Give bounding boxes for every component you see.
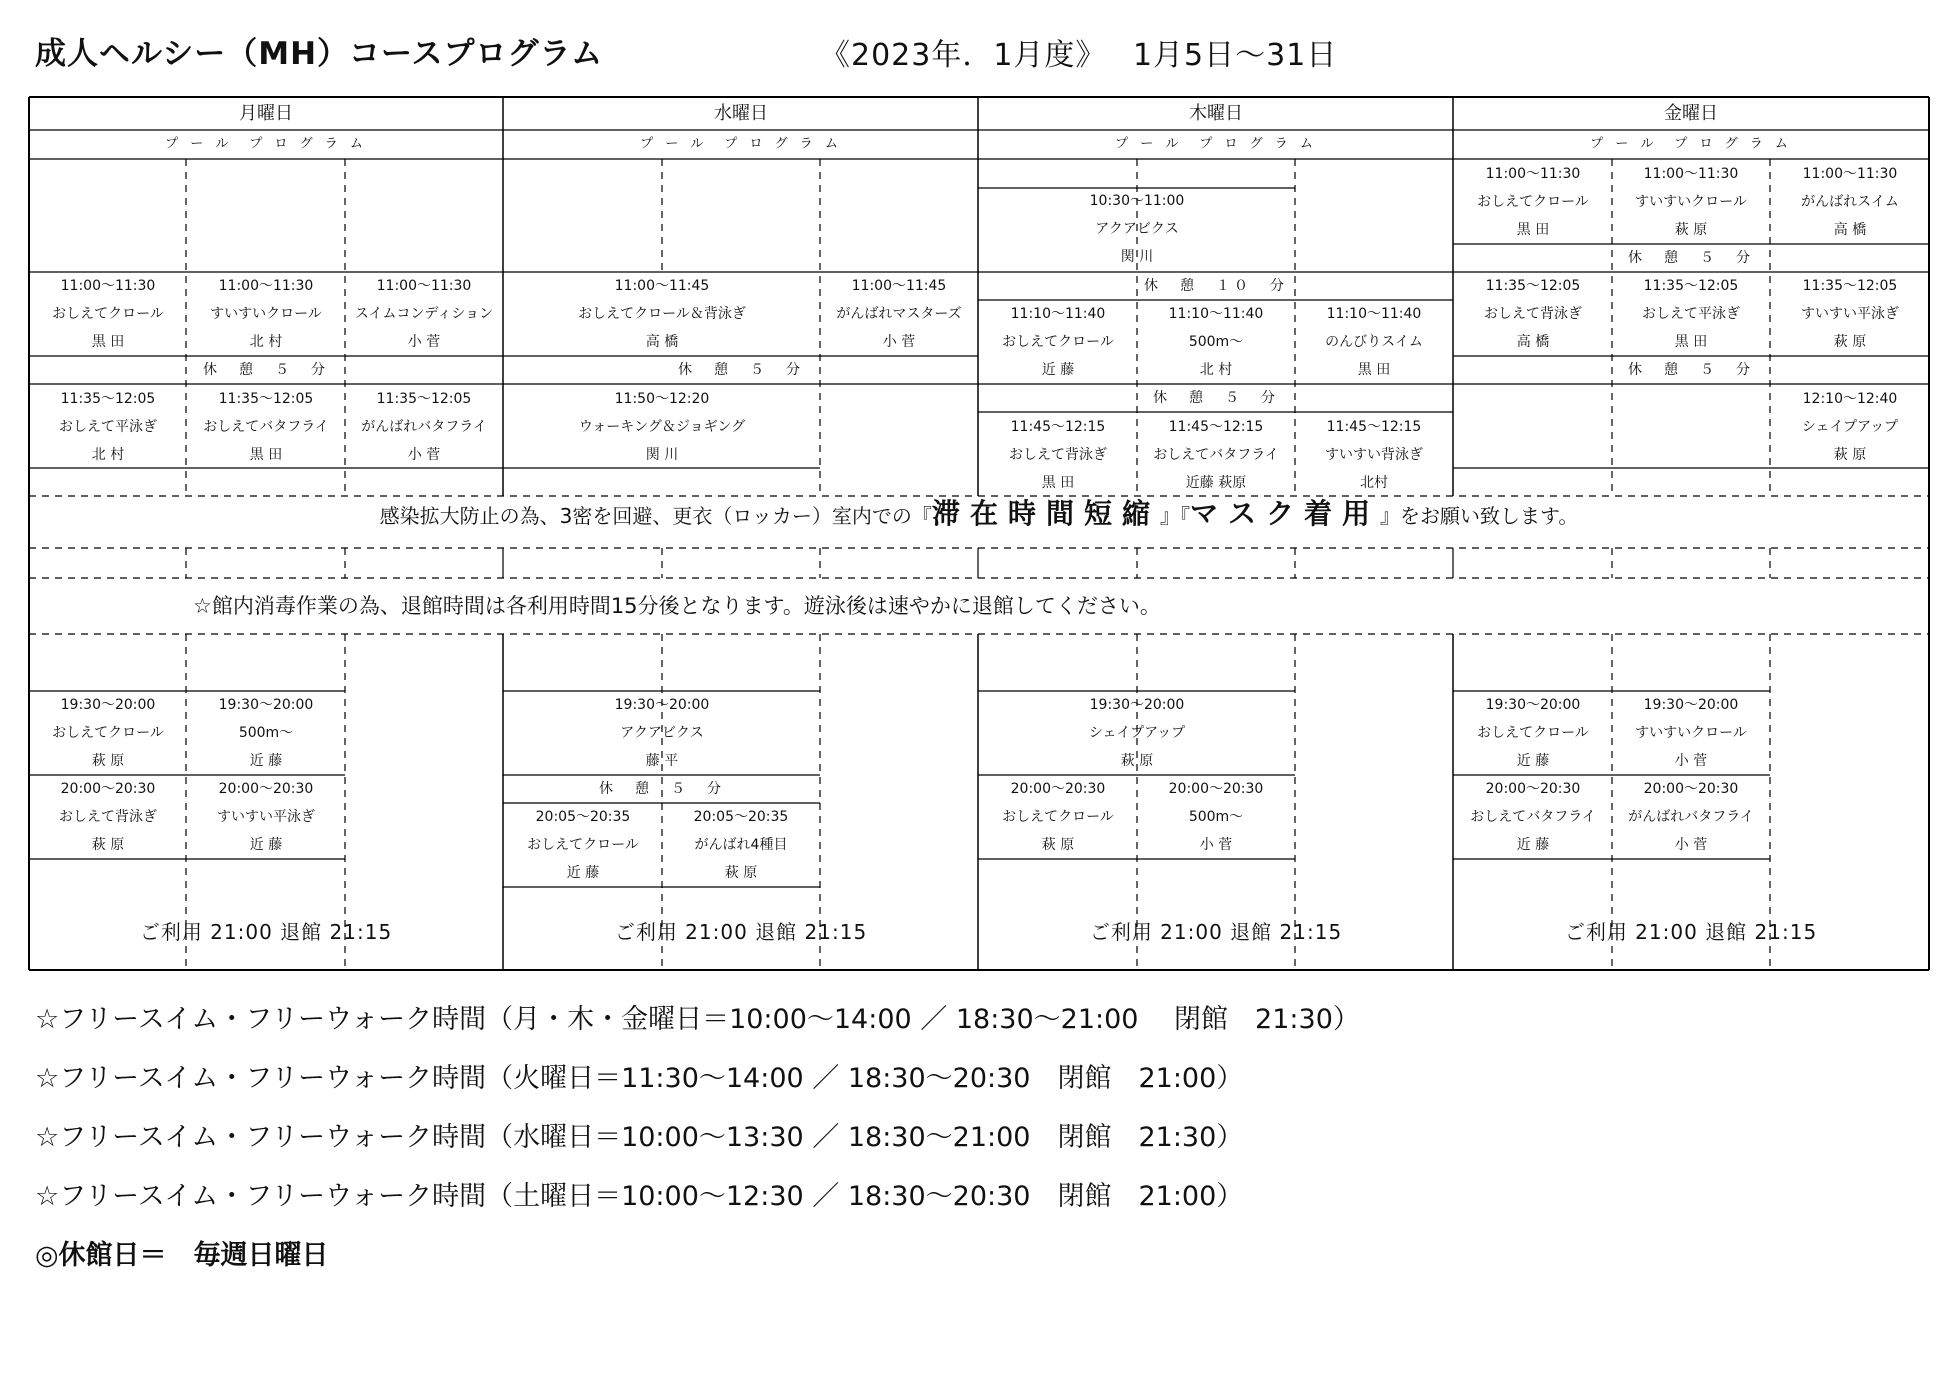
class-name: おしえて背泳ぎ [59,809,157,825]
class-name: シェイプアップ [1801,419,1899,435]
infection-notice-emphasis: 滞在時間短縮 [931,497,1160,530]
class-time: 11:00～11:30 [218,278,314,294]
class-time: 19:30～20:00 [1485,697,1581,713]
usage-close-time: ご利用 21:00 退館 21:15 [1089,920,1343,944]
class-time: 20:00～20:30 [60,781,156,797]
class-instructor: 萩 原 [724,865,758,881]
class-name: シェイプアップ [1088,725,1186,741]
page-title: 成人ヘルシー（MH）コースプログラム [35,36,604,72]
class-name: アクアビクス [620,725,704,741]
class-instructor: 近 藤 [249,837,283,853]
class-instructor: 北 村 [91,447,125,463]
class-time: 11:10～11:40 [1168,306,1264,322]
class-time: 11:00～11:30 [1643,166,1739,182]
infection-notice-emphasis: マスク着用 [1189,497,1380,530]
free-swim-hours: ☆フリースイム・フリーウォーク時間（火曜日＝11:30～14:00 ／ 18:30～20:30 閉館 21:00） [35,1063,1244,1094]
rest-label: 休 憩 ５ 分 [678,362,804,378]
class-name: おしえてクロール [52,725,164,741]
class-instructor: 萩 原 [91,837,125,853]
class-instructor: 高 橋 [1833,222,1867,238]
class-instructor: 小 菅 [882,334,916,350]
class-name: すいすい背泳ぎ [1325,447,1423,463]
class-name: おしえてクロール [527,837,639,853]
class-time: 20:05～20:35 [535,809,631,825]
class-instructor: 黒 田 [1357,362,1391,378]
class-name: すいすい平泳ぎ [217,809,315,825]
class-name: がんばれバタフライ [1628,809,1754,825]
class-instructor: 高 橋 [645,334,679,350]
pool-program-label: プ ー ル プ ロ グ ラ ム [640,136,842,152]
class-time: 19:30～20:00 [1643,697,1739,713]
class-instructor: 小 菅 [407,334,441,350]
class-time: 12:10～12:40 [1802,391,1898,407]
class-name: おしえてクロール [1477,194,1589,210]
free-swim-notes [35,1000,1360,1295]
class-time: 11:00～11:45 [614,278,710,294]
class-name: おしえて背泳ぎ [1009,447,1107,463]
class-instructor: 高 橋 [1516,334,1550,350]
class-name: スイムコンディション [354,306,494,322]
rest-label: 休 憩 ５ 分 [599,781,725,797]
class-instructor: 萩 原 [1833,334,1867,350]
pool-program-label: プ ー ル プ ロ グ ラ ム [1115,136,1317,152]
schedule-table [28,96,1930,971]
class-time: 11:35～12:05 [1802,278,1898,294]
class-time: 11:00～11:30 [376,278,472,294]
class-name: すいすいクロール [1635,725,1747,741]
class-time: 19:30～20:00 [60,697,156,713]
class-time: 11:45～12:15 [1168,419,1264,435]
class-name: おしえてクロール＆背泳ぎ [578,306,746,322]
class-time: 20:05～20:35 [693,809,789,825]
class-name: すいすい平泳ぎ [1801,306,1899,322]
infection-notice-text: 』をお願い致します。 [1379,504,1579,528]
class-time: 19:30～20:00 [1089,697,1185,713]
class-instructor: 関 川 [1120,249,1154,265]
class-instructor: 近 藤 [566,865,600,881]
class-time: 19:30～20:00 [218,697,314,713]
class-name: おしえてクロール [52,306,164,322]
class-time: 11:35～12:05 [218,391,314,407]
class-instructor: 小 菅 [1674,837,1708,853]
class-name: がんばれバタフライ [361,419,487,435]
rest-label: 休 憩 ５ 分 [203,362,329,378]
pool-program-label: プ ー ル プ ロ グ ラ ム [165,136,367,152]
closed-day-note: ◎休館日＝ 毎週日曜日 [35,1240,329,1271]
class-name: おしえてバタフライ [1153,447,1279,463]
class-name: がんばれマスターズ [836,306,962,322]
class-instructor: 北 村 [249,334,283,350]
class-time: 20:00～20:30 [1485,781,1581,797]
class-instructor: 黒 田 [249,447,283,463]
class-instructor: 小 菅 [407,447,441,463]
class-time: 11:45～12:15 [1326,419,1422,435]
class-instructor: 近 藤 [249,753,283,769]
schedule-period: 《2023年．1月度》 1月5日～31日 [820,38,1338,73]
day-header-friday: 金曜日 [1664,103,1718,124]
class-instructor: 小 菅 [1674,753,1708,769]
free-swim-hours: ☆フリースイム・フリーウォーク時間（水曜日＝10:00～13:30 ／ 18:30～21:00 閉館 21:30） [35,1122,1244,1153]
class-instructor: 黒 田 [1516,222,1550,238]
class-time: 11:10～11:40 [1326,306,1422,322]
class-time: 11:35～12:05 [376,391,472,407]
free-swim-hours: ☆フリースイム・フリーウォーク時間（土曜日＝10:00～12:30 ／ 18:30～20:30 閉館 21:00） [35,1181,1244,1212]
infection-notice [28,497,1930,530]
class-name: おしえて背泳ぎ [1484,306,1582,322]
class-name: おしえてクロール [1002,334,1114,350]
usage-close-time: ご利用 21:00 退館 21:15 [139,920,393,944]
class-instructor: 北 村 [1199,362,1233,378]
class-instructor: 近 藤 [1516,837,1550,853]
infection-notice-text: 』『 [1159,504,1190,528]
day-header-thursday: 木曜日 [1189,103,1243,124]
class-time: 11:45～12:15 [1010,419,1106,435]
infection-notice-text: 感染拡大防止の為、3密を回避、更衣（ロッカー）室内での『 [379,504,932,528]
class-instructor: 近 藤 [1041,362,1075,378]
class-instructor: 黒 田 [1041,475,1075,491]
class-time: 11:35～12:05 [60,391,156,407]
class-instructor: 近 藤 [1516,753,1550,769]
rest-label: 休 憩 ５ 分 [1153,390,1279,406]
class-name: おしえて平泳ぎ [1642,306,1740,322]
class-time: 10:30～11:00 [1089,193,1185,209]
class-instructor: 小 菅 [1199,837,1233,853]
class-instructor: 黒 田 [1674,334,1708,350]
class-time: 11:00～11:45 [851,278,947,294]
day-header-monday: 月曜日 [239,103,293,124]
disinfection-notice: ☆館内消毒作業の為、退館時間は各利用時間15分後となります。遊泳後は速やかに退館してください。 [193,594,1161,618]
class-instructor: 関 川 [645,447,679,463]
class-instructor: 藤 平 [645,753,679,769]
class-name: すいすいクロール [1635,194,1747,210]
class-time: 20:00～20:30 [1168,781,1264,797]
class-time: 11:00～11:30 [1485,166,1581,182]
class-time: 20:00～20:30 [218,781,314,797]
class-time: 11:00～11:30 [1802,166,1898,182]
class-name: 500m～ [1188,334,1244,350]
class-instructor: 萩 原 [1120,753,1154,769]
class-instructor: 萩 原 [1674,222,1708,238]
free-swim-hours: ☆フリースイム・フリーウォーク時間（月・木・金曜日＝10:00～14:00 ／ 18:30～21:00 閉館 21:30） [35,1004,1360,1035]
class-time: 20:00～20:30 [1010,781,1106,797]
class-instructor: 萩 原 [91,753,125,769]
class-name: おしえてバタフライ [203,419,329,435]
class-name: おしえてクロール [1002,809,1114,825]
class-instructor: 萩 原 [1833,447,1867,463]
class-time: 19:30～20:00 [614,697,710,713]
class-time: 11:50～12:20 [614,391,710,407]
class-time: 11:35～12:05 [1643,278,1739,294]
class-name: のんびりスイム [1325,334,1423,350]
class-name: すいすいクロール [210,306,322,322]
class-instructor: 黒 田 [91,334,125,350]
class-time: 11:10～11:40 [1010,306,1106,322]
table-grid-lines [28,96,1930,971]
usage-close-time: ご利用 21:00 退館 21:15 [614,920,868,944]
class-name: おしえてバタフライ [1470,809,1596,825]
class-instructor: 北村 [1360,475,1388,491]
class-name: おしえてクロール [1477,725,1589,741]
class-instructor: 近藤 萩原 [1185,475,1247,491]
class-name: おしえて平泳ぎ [59,419,157,435]
day-header-wednesday: 水曜日 [714,103,768,124]
class-name: 500m～ [238,725,294,741]
class-time: 20:00～20:30 [1643,781,1739,797]
pool-program-label: プ ー ル プ ロ グ ラ ム [1590,136,1792,152]
class-name: がんばれ4種目 [694,837,788,853]
rest-label: 休 憩 ５ 分 [1628,250,1754,266]
class-time: 11:35～12:05 [1485,278,1581,294]
class-name: 500m～ [1188,809,1244,825]
class-name: がんばれスイム [1801,194,1899,210]
rest-label: 休 憩 １０ 分 [1144,278,1288,294]
class-name: ウォーキング＆ジョギング [578,419,746,435]
class-instructor: 萩 原 [1041,837,1075,853]
class-time: 11:00～11:30 [60,278,156,294]
rest-label: 休 憩 ５ 分 [1628,362,1754,378]
class-name: アクアビクス [1095,221,1179,237]
usage-close-time: ご利用 21:00 退館 21:15 [1564,920,1818,944]
